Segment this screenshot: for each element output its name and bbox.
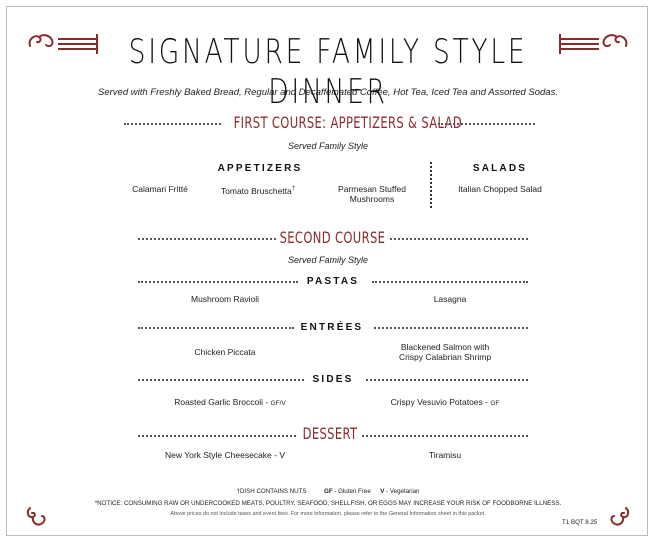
entrees-dots-right bbox=[374, 327, 528, 329]
dessert-dots-right bbox=[362, 435, 528, 437]
side-item: Crispy Vesuvio Potatoes - GF bbox=[390, 397, 500, 407]
course-divider bbox=[430, 162, 432, 208]
dessert-item: Tiramisu bbox=[428, 450, 462, 460]
entrees-heading: ENTRÉES bbox=[300, 322, 364, 333]
first-course-heading: FIRST COURSE: APPETIZERS & SALAD bbox=[233, 113, 463, 132]
first-course-dots-left bbox=[124, 123, 221, 125]
salads-heading: SALADS bbox=[472, 163, 528, 174]
pastas-dots-right bbox=[372, 281, 528, 283]
second-course-served: Served Family Style bbox=[287, 255, 369, 265]
appetizer-item: Calamari Fritté bbox=[132, 184, 188, 194]
pricing-note: Above prices do not include taxes and event fees. For more information, please refer to the General Information sheet in this packet. bbox=[170, 511, 486, 517]
menu-subtitle: Served with Freshly Baked Bread, Regular and Decaffeinated Coffee, Hot Tea, Iced Tea and Assorted Sodas. bbox=[98, 87, 558, 98]
entree-item: Blackened Salmon with Crispy Calabrian Shrimp bbox=[398, 342, 492, 362]
second-course-dots-right bbox=[390, 238, 528, 240]
salad-item: Italian Chopped Salad bbox=[458, 184, 542, 194]
dessert-heading: DESSERT bbox=[302, 424, 358, 443]
flourish-icon-bottom-right bbox=[604, 504, 632, 528]
first-course-dots-right bbox=[438, 123, 535, 125]
pasta-item: Mushroom Ravioli bbox=[190, 294, 260, 304]
second-course-heading: SECOND COURSE bbox=[279, 228, 386, 247]
appetizer-item: Tomato Bruschetta† bbox=[220, 185, 296, 196]
pastas-dots-left bbox=[138, 281, 298, 283]
sides-heading: SIDES bbox=[312, 374, 354, 385]
second-course-dots-left bbox=[138, 238, 276, 240]
flourish-icon-top-right bbox=[600, 30, 630, 52]
menu-code: T1 BQT 8.25 bbox=[562, 519, 598, 526]
first-course-served: Served Family Style bbox=[287, 141, 369, 151]
food-safety-notice: *NOTICE: CONSUMING RAW OR UNDERCOOKED MEATS, POULTRY, SEAFOOD, SHELLFISH, OR EGGS MAY INCREASE YOUR RISK OF FOODBORNE ILLNESS. bbox=[94, 500, 562, 507]
side-item: Roasted Garlic Broccoli - GF/V bbox=[174, 397, 286, 407]
menu-title: SIGNATURE FAMILY STYLE DINNER bbox=[128, 32, 528, 112]
sides-dots-right bbox=[366, 379, 528, 381]
flourish-icon-top-left bbox=[26, 30, 56, 52]
pasta-item: Lasagna bbox=[433, 294, 467, 304]
appetizer-item: Parmesan Stuffed Mushrooms bbox=[338, 184, 406, 204]
entrees-dots-left bbox=[138, 327, 294, 329]
footer-legend: †DISH CONTAINS NUTS GF - Gluten Free V - Vegetarian bbox=[236, 488, 420, 495]
dessert-dots-left bbox=[138, 435, 296, 437]
sides-dots-left bbox=[138, 379, 304, 381]
flourish-icon-bottom-left bbox=[24, 504, 52, 528]
dessert-item: New York Style Cheesecake - V bbox=[164, 450, 285, 460]
entree-item: Chicken Piccata bbox=[194, 347, 256, 357]
appetizers-heading: APPETIZERS bbox=[217, 163, 303, 174]
pastas-heading: PASTAS bbox=[306, 276, 360, 287]
